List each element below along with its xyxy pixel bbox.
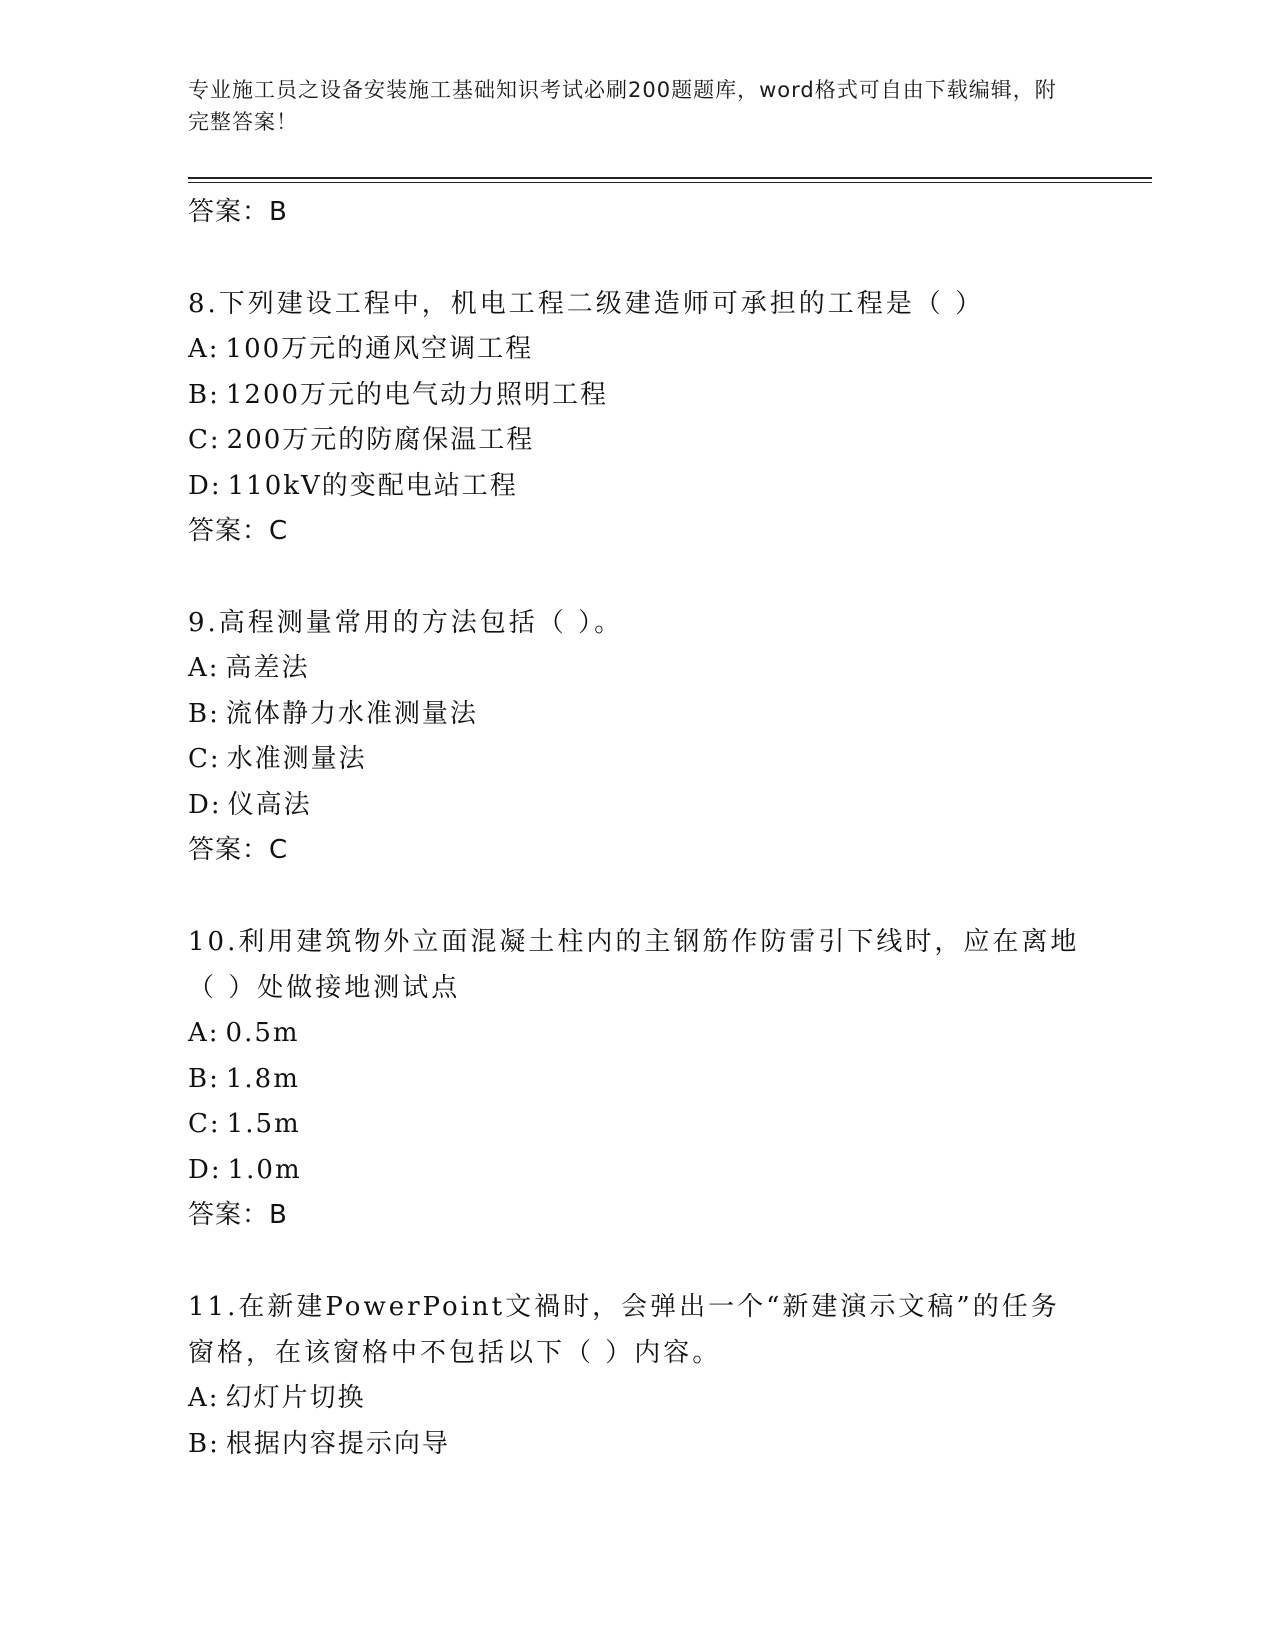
option-text: 1.0m (227, 1154, 302, 1185)
option-c (188, 418, 1088, 464)
question-stem: 8.下列建设工程中，机电工程二级建造师可承担的工程是（ ） (188, 289, 985, 319)
answer-key: C (269, 516, 289, 546)
option-text: 1.5m (226, 1109, 301, 1139)
option-letter: C: (188, 744, 221, 774)
option-a (188, 1011, 1088, 1057)
document-header: 专业施工员之设备安装施工基础知识考试必刷200题题库，word格式可自由下载编辑，附完整答案！ (188, 78, 1057, 134)
option-letter: A: (188, 653, 220, 683)
question-item (188, 281, 1088, 553)
option-c (188, 737, 1088, 783)
option-letter: D: (188, 470, 222, 501)
option-text: 0.5m (225, 1018, 300, 1048)
question-item (188, 1284, 1088, 1467)
question-stem: 9.高程测量常用的方法包括（ ）。 (188, 608, 624, 638)
option-text: 1200万元的电气动力照明工程 (225, 379, 609, 410)
option-a (188, 327, 1088, 373)
option-letter: C: (188, 425, 221, 455)
question-stem: 11.在新建PowerPoint文禍时，会弹出一个“新建演示文稿”的任务窗格，在该窗格中不包括以下（ ）内容。 (188, 1292, 1060, 1368)
option-text: 流体静力水准测量法 (225, 698, 478, 729)
option-text: 110kV的变配电站工程 (227, 470, 518, 501)
option-b (188, 373, 1088, 419)
header-divider-thick (188, 177, 1152, 179)
answer-line (188, 509, 1088, 553)
answer-line (188, 1193, 1088, 1237)
option-a (188, 1376, 1088, 1422)
answer-label: 答案： (188, 516, 270, 546)
option-letter: A: (188, 334, 220, 364)
option-text: 100万元的通风空调工程 (225, 334, 534, 364)
answer-key: B (269, 197, 288, 227)
option-letter: D: (188, 1154, 222, 1185)
option-d (188, 464, 1088, 510)
header-divider-thin (188, 182, 1152, 183)
option-b (188, 1057, 1088, 1103)
question-stem: 10.利用建筑物外立面混凝土柱内的主钢筋作防雷引下线时，应在离地（ ）处做接地测试点 (188, 927, 1080, 1003)
option-text: 高差法 (225, 653, 310, 683)
answer-label: 答案： (188, 835, 270, 865)
option-text: 水准测量法 (226, 744, 367, 774)
option-text: 幻灯片切换 (225, 1383, 366, 1413)
answer-label: 答案： (188, 197, 270, 227)
answer-key: C (269, 835, 289, 865)
question-item (188, 600, 1088, 872)
option-letter: A: (188, 1383, 220, 1413)
option-letter: B: (188, 1063, 220, 1094)
option-letter: B: (188, 379, 220, 410)
option-c (188, 1102, 1088, 1148)
answer-line (188, 190, 1088, 234)
option-text: 仪高法 (227, 789, 312, 820)
option-letter: B: (188, 698, 220, 729)
option-letter: A: (188, 1018, 220, 1048)
option-text: 1.8m (225, 1063, 300, 1094)
option-text: 根据内容提示向导 (225, 1428, 450, 1459)
question-list (188, 190, 1088, 1467)
option-d (188, 1148, 1088, 1194)
option-b (188, 1422, 1088, 1468)
option-letter: C: (188, 1109, 221, 1139)
question-item (188, 919, 1088, 1237)
option-letter: D: (188, 789, 222, 820)
option-text: 200万元的防腐保温工程 (226, 425, 535, 455)
answer-label: 答案： (188, 1200, 270, 1230)
answer-line (188, 828, 1088, 872)
option-a (188, 646, 1088, 692)
option-letter: B: (188, 1428, 220, 1459)
option-b (188, 692, 1088, 738)
answer-key: B (269, 1200, 288, 1230)
option-d (188, 783, 1088, 829)
